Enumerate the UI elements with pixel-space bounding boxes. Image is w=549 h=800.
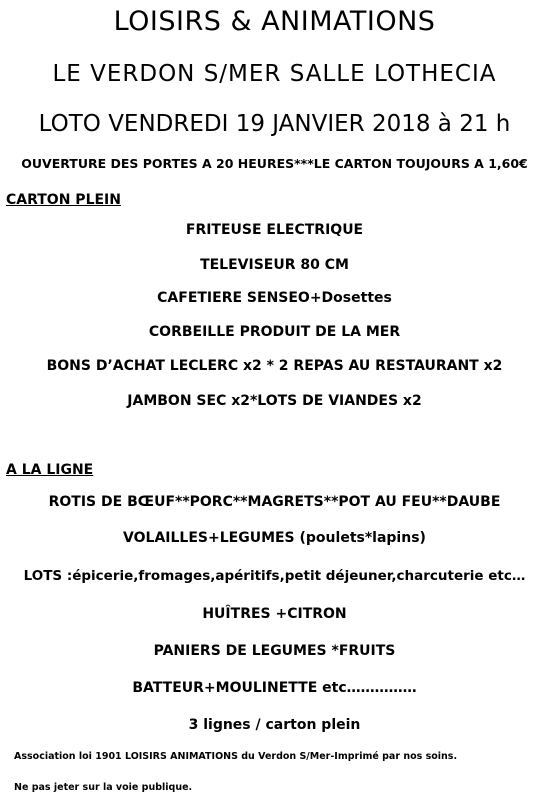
carton-plein-prize: BONS D’ACHAT LECLERC x2 * 2 REPAS AU RESTAURANT x2: [46, 358, 503, 374]
carton-plein-heading: CARTON PLEIN: [6, 192, 121, 208]
scan-bleed-through: [18, 0, 78, 5]
footer-litter-note: Ne pas jeter sur la voie publique.: [14, 782, 193, 793]
a-la-ligne-prize: VOLAILLES+LEGUMES (poulets*lapins): [123, 530, 426, 546]
carton-plein-prize: CAFETIERE SENSEO+Dosettes: [157, 290, 392, 306]
a-la-ligne-prize: LOTS :épicerie,fromages,apéritifs,petit déjeuner,charcuterie etc…: [23, 568, 526, 584]
venue-line: LE VERDON S/MER SALLE LOTHECIA: [52, 61, 497, 87]
carton-plein-prize: TELEVISEUR 80 CM: [200, 257, 349, 273]
a-la-ligne-prize: PANIERS DE LEGUMES *FRUITS: [153, 643, 396, 659]
doors-opening-line: OUVERTURE DES PORTES A 20 HEURES***LE CARTON TOUJOURS A 1,60€: [21, 156, 528, 171]
a-la-ligne-prize: ROTIS DE BŒUF**PORC**MAGRETS**POT AU FEU**DAUBE: [48, 494, 501, 510]
carton-plein-prize: JAMBON SEC x2*LOTS DE VIANDES x2: [127, 393, 422, 409]
rules-note: 3 lignes / carton plein: [188, 717, 361, 733]
event-date-line: LOTO VENDREDI 19 JANVIER 2018 à 21 h: [38, 111, 511, 137]
a-la-ligne-prize: HUÎTRES +CITRON: [202, 606, 347, 622]
a-la-ligne-heading: A LA LIGNE: [6, 462, 94, 478]
carton-plein-prize: FRITEUSE ELECTRIQUE: [185, 222, 364, 238]
flyer-title: LOISIRS & ANIMATIONS: [113, 6, 436, 37]
footer-association: Association loi 1901 LOISIRS ANIMATIONS du Verdon S/Mer-Imprimé par nos soins.: [14, 751, 458, 762]
carton-plein-prize: CORBEILLE PRODUIT DE LA MER: [148, 324, 401, 340]
a-la-ligne-prize: BATTEUR+MOULINETTE etc……………: [132, 680, 417, 696]
